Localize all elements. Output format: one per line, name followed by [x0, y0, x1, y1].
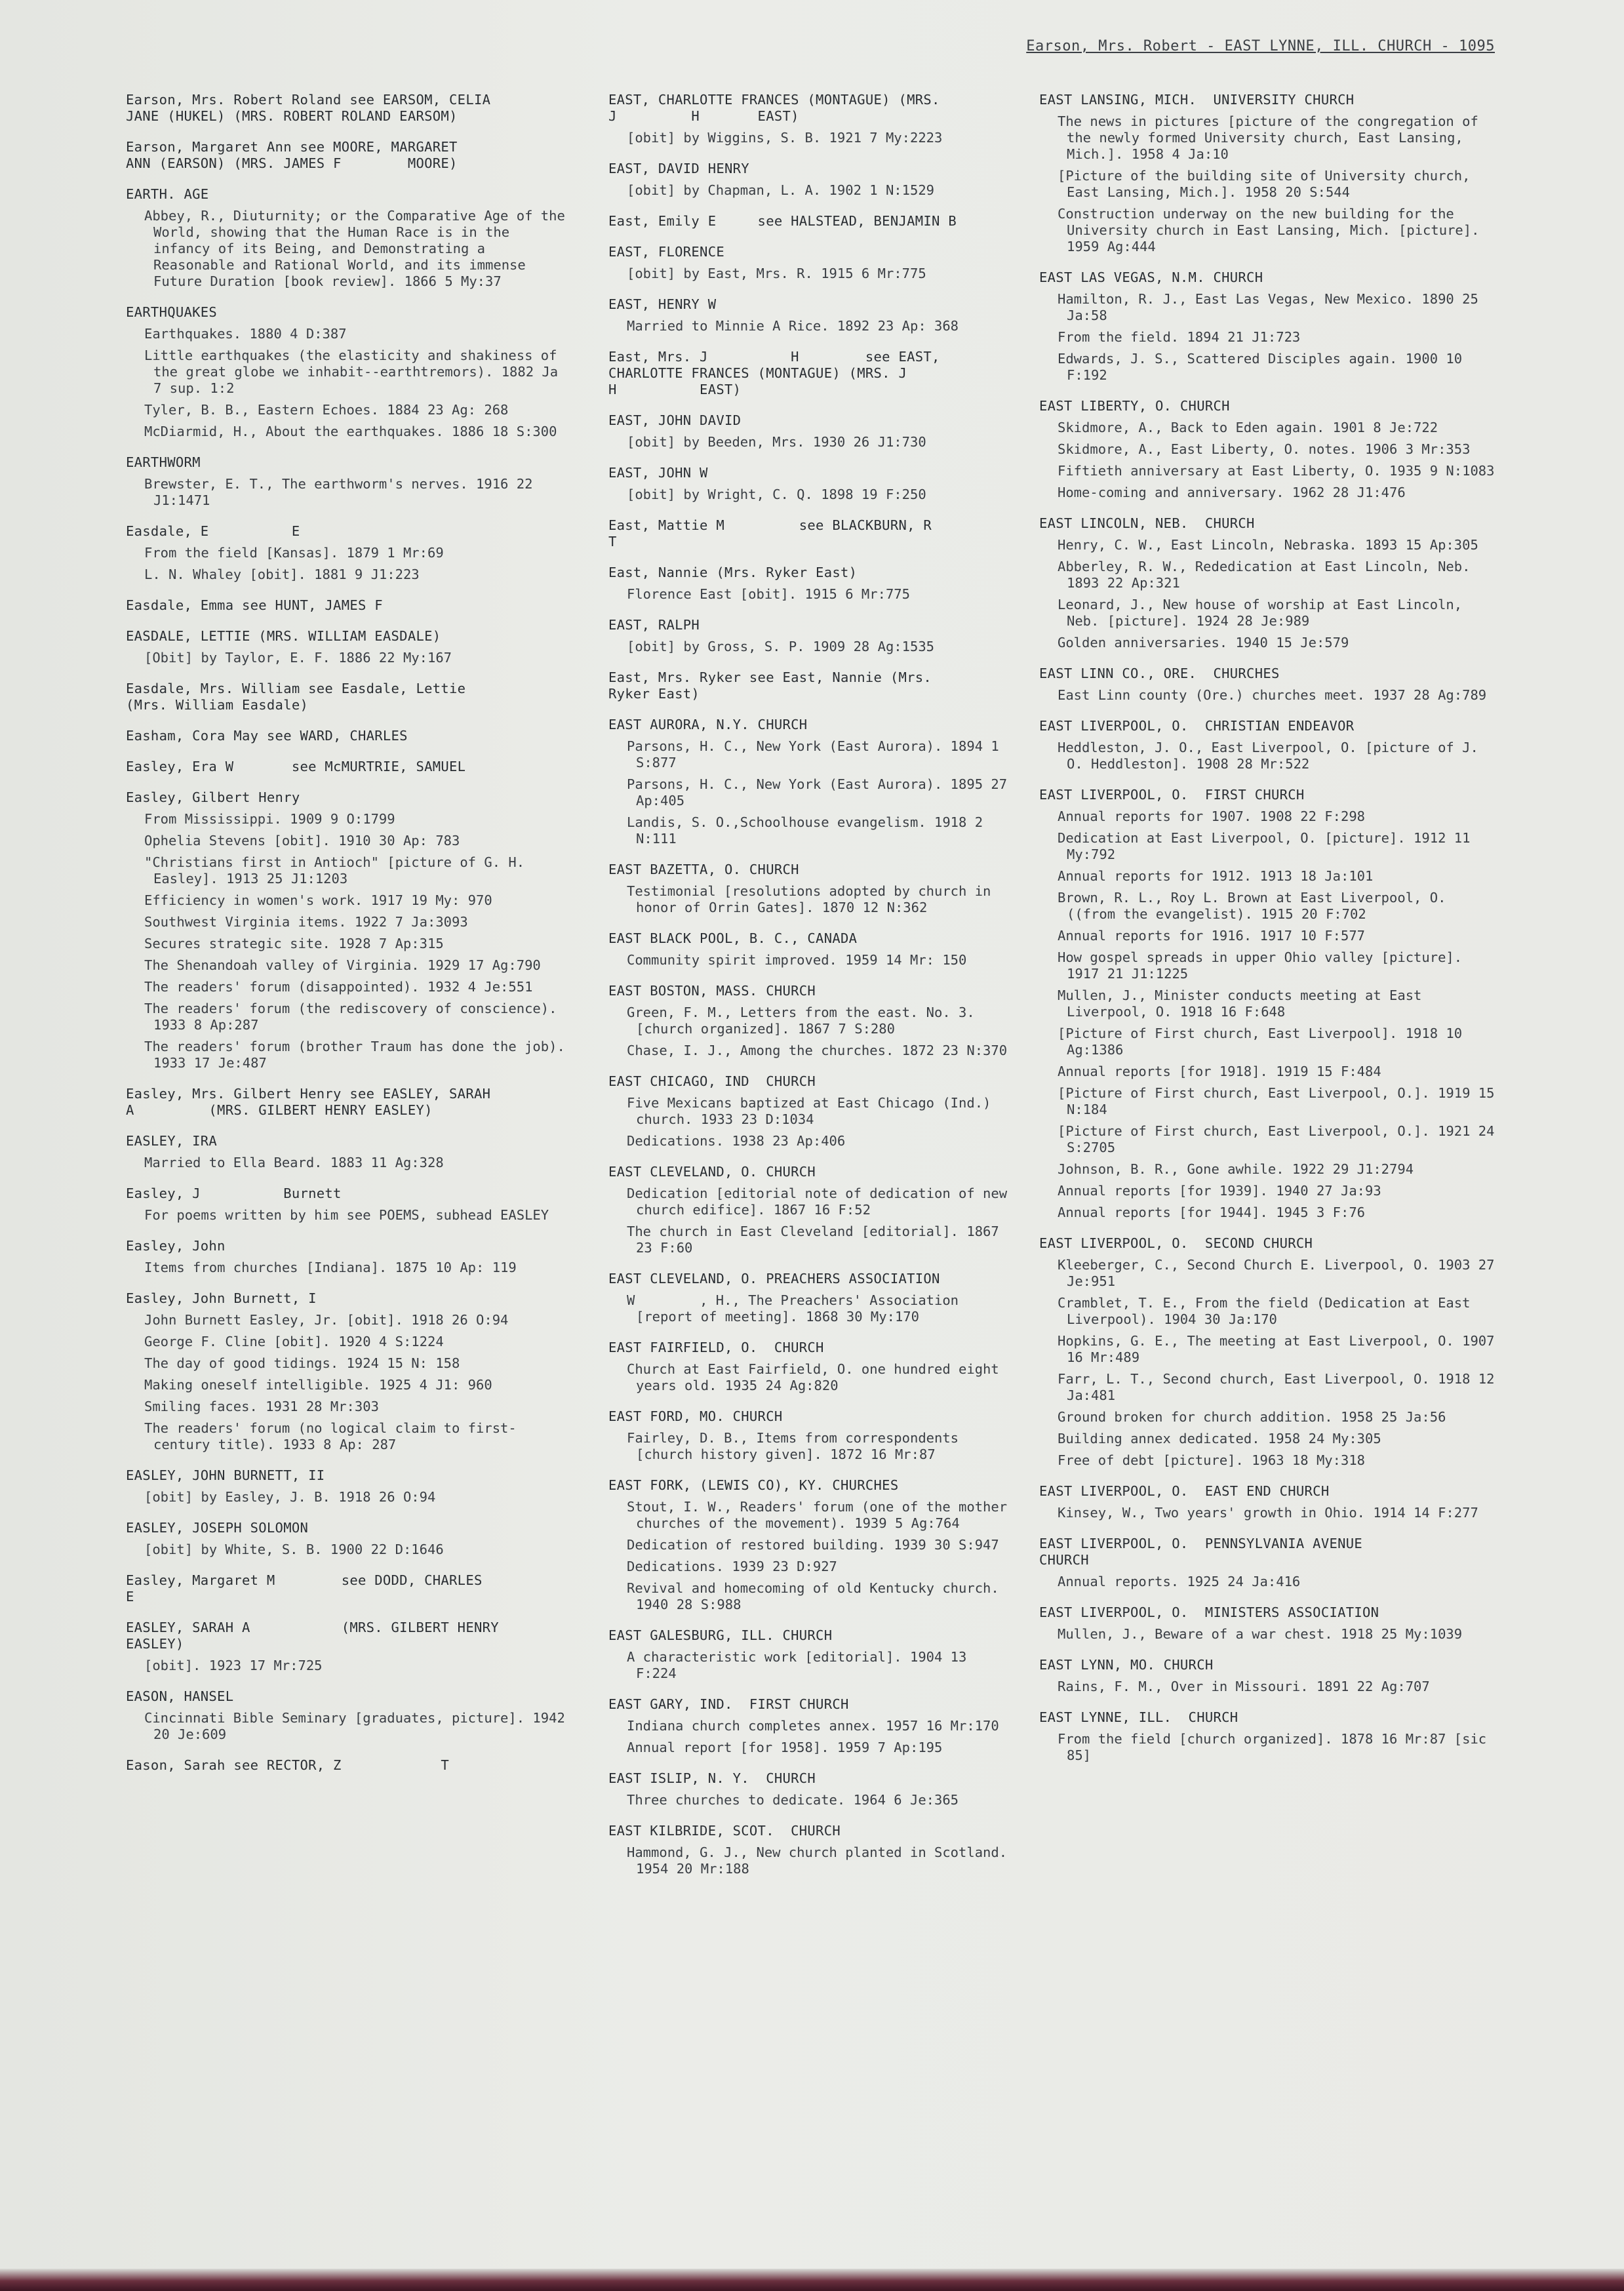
citation-item: Ophelia Stevens [obit]. 1910 30 Ap: 783 [144, 833, 460, 848]
citation-item: Community spirit improved. 1959 14 Mr: 150 [627, 952, 967, 968]
index-entry [608, 161, 1015, 199]
entry-heading: Easley, John [126, 1238, 226, 1254]
entry-heading: EAST LYNN, MO. CHURCH [1039, 1657, 1214, 1673]
entry-heading: EAST, DAVID HENRY [608, 161, 749, 176]
entry-heading: EARTH. AGE [126, 186, 209, 202]
entry-heading: Easdale, Mrs. William see Easdale, Lettie (Mrs. William Easdale) [126, 681, 466, 713]
citation-item: [obit] by Gross, S. P. 1909 28 Ag:1535 [627, 639, 934, 654]
entry-heading: Earson, Margaret Ann see MOORE, MARGARET ANN (EARSON) (MRS. JAMES F MOORE) [126, 139, 458, 171]
citation-item: Dedication [editorial note of dedication of new church edifice]. 1867 16 F:52 [627, 1185, 1016, 1218]
citation-item: Fiftieth anniversary at East Liberty, O. 1935 9 N:1083 [1058, 463, 1495, 479]
citation-item: The news in pictures [picture of the congregation of the newly formed University church, East Lansing, Mich.]. 1958 4 Ja:10 [1058, 113, 1487, 162]
citation-item: Earthquakes. 1880 4 D:387 [144, 326, 347, 342]
entry-heading: Easley, Margaret M see DODD, CHARLES E [126, 1572, 483, 1604]
index-entry [608, 1477, 1015, 1613]
citation-item: John Burnett Easley, Jr. [obit]. 1918 26 O:94 [144, 1312, 509, 1328]
index-column-3 [1039, 92, 1501, 1778]
citation-item: Stout, I. W., Readers' forum (one of the mother churches of the movement). 1939 5 Ag:764 [627, 1499, 1016, 1531]
index-entry [608, 1073, 1015, 1149]
citation-item: From the field [Kansas]. 1879 1 Mr:69 [144, 545, 444, 561]
index-entry [608, 244, 1015, 282]
index-entry [126, 1467, 572, 1505]
entry-heading: EAST CHICAGO, IND CHURCH [608, 1073, 816, 1089]
citation-item: Annual report [for 1958]. 1959 7 Ap:195 [627, 1740, 943, 1755]
citation-item: Smiling faces. 1931 28 Mr:303 [144, 1399, 379, 1414]
citation-item: The readers' forum (disappointed). 1932 4 Je:551 [144, 979, 533, 995]
citation-item: Annual reports for 1907. 1908 22 F:298 [1058, 808, 1365, 824]
entry-heading: Easley, Mrs. Gilbert Henry see EASLEY, SARAH A (MRS. GILBERT HENRY EASLEY) [126, 1086, 491, 1118]
entry-heading: EAST, CHARLOTTE FRANCES (MONTAGUE) (MRS. J H EAST) [608, 92, 940, 124]
index-entry [126, 523, 572, 583]
citation-item: Edwards, J. S., Scattered Disciples again. 1900 10 F:192 [1058, 351, 1471, 383]
index-entry [126, 1086, 572, 1119]
entry-heading: EAST BOSTON, MASS. CHURCH [608, 983, 816, 999]
citation-item: Fairley, D. B., Items from correspondents [church history given]. 1872 16 Mr:87 [627, 1430, 967, 1462]
entry-heading: EASLEY, SARAH A (MRS. GILBERT HENRY EASLEY) [126, 1620, 499, 1652]
entry-heading: EAST LIVERPOOL, O. CHRISTIAN ENDEAVOR [1039, 718, 1355, 734]
index-entry [126, 789, 572, 1071]
citation-item: Dedication at East Liverpool, O. [picture]. 1912 11 My:792 [1058, 830, 1478, 862]
entry-heading: East, Nannie (Mrs. Ryker East) [608, 565, 858, 580]
index-entry [1039, 92, 1501, 255]
citation-item: W , H., The Preachers' Association [report of meeting]. 1868 30 My:170 [627, 1292, 967, 1325]
citation-item: [obit] by Wright, C. Q. 1898 19 F:250 [627, 487, 926, 502]
entry-heading: EASLEY, JOHN BURNETT, II [126, 1467, 325, 1483]
index-entry [1039, 787, 1501, 1221]
index-entry [126, 1290, 572, 1453]
entry-heading: Easley, John Burnett, I [126, 1290, 317, 1306]
index-entry [608, 983, 1015, 1059]
index-entry [126, 1520, 572, 1558]
entry-heading: East, Emily E see HALSTEAD, BENJAMIN B [608, 213, 957, 229]
index-entry [126, 186, 572, 290]
citation-item: [Picture of First church, East Liverpool, O.]. 1919 15 N:184 [1058, 1085, 1503, 1117]
index-entry [608, 1696, 1015, 1756]
index-entry [608, 1164, 1015, 1256]
index-entry [126, 1133, 572, 1171]
index-entry [608, 862, 1015, 916]
citation-item: Dedication of restored building. 1939 30 S:947 [627, 1537, 999, 1553]
citation-item: Florence East [obit]. 1915 6 Mr:775 [627, 586, 910, 602]
citation-item: Dedications. 1939 23 D:927 [627, 1559, 837, 1574]
citation-item: Three churches to dedicate. 1964 6 Je:365 [627, 1792, 959, 1808]
entry-heading: EAST LANSING, MICH. UNIVERSITY CHURCH [1039, 92, 1355, 108]
entry-heading: EAST KILBRIDE, SCOT. CHURCH [608, 1823, 841, 1839]
citation-item: Testimonial [resolutions adopted by church in honor of Orrin Gates]. 1870 12 N:362 [627, 883, 999, 915]
index-entry [126, 1757, 572, 1774]
entry-heading: EAST GARY, IND. FIRST CHURCH [608, 1696, 849, 1712]
entry-heading: Easley, Gilbert Henry [126, 789, 300, 805]
index-entry [608, 617, 1015, 655]
citation-item: George F. Cline [obit]. 1920 4 S:1224 [144, 1334, 444, 1349]
citation-item: Cincinnati Bible Seminary [graduates, picture]. 1942 20 Je:609 [144, 1710, 574, 1742]
index-entry [608, 213, 1015, 229]
index-entry [608, 296, 1015, 334]
entry-heading: EARTHQUAKES [126, 304, 218, 320]
citation-item: Parsons, H. C., New York (East Aurora). 1895 27 Ap:405 [627, 776, 1016, 808]
citation-item: Brewster, E. T., The earthworm's nerves. 1916 22 J1:1471 [144, 476, 541, 508]
entry-heading: EAST ISLIP, N. Y. CHURCH [608, 1770, 816, 1786]
citation-item: [obit] by Wiggins, S. B. 1921 7 My:2223 [627, 130, 943, 146]
entry-heading: EAST, RALPH [608, 617, 700, 633]
entry-heading: EAST LINN CO., ORE. CHURCHES [1039, 666, 1280, 681]
citation-item: McDiarmid, H., About the earthquakes. 1886 18 S:300 [144, 424, 557, 439]
entry-heading: East, Mattie M see BLACKBURN, R T [608, 517, 932, 549]
index-entry [1039, 515, 1501, 651]
citation-item: Ground broken for church addition. 1958 25 Ja:56 [1058, 1409, 1446, 1425]
citation-item: Landis, S. O.,Schoolhouse evangelism. 1918 2 N:111 [627, 814, 991, 847]
entry-heading: Easdale, Emma see HUNT, JAMES F [126, 597, 383, 613]
index-entry [126, 1688, 572, 1743]
index-entry [126, 759, 572, 775]
citation-item: From the field [church organized]. 1878 16 Mr:87 [sic 85] [1058, 1731, 1495, 1763]
index-entry [126, 304, 572, 440]
citation-item: From Mississippi. 1909 9 O:1799 [144, 811, 395, 827]
citation-item: The church in East Cleveland [editorial]. 1867 23 F:60 [627, 1224, 1008, 1256]
citation-item: Golden anniversaries. 1940 15 Je:579 [1058, 635, 1349, 650]
index-entry [1039, 1483, 1501, 1521]
citation-item: [obit]. 1923 17 Mr:725 [144, 1658, 323, 1673]
entry-heading: EAST FAIRFIELD, O. CHURCH [608, 1340, 824, 1355]
entry-heading: EAST LIBERTY, O. CHURCH [1039, 398, 1230, 414]
index-entry [1039, 718, 1501, 772]
citation-item: A characteristic work [editorial]. 1904 13 F:224 [627, 1649, 975, 1681]
index-entry [1039, 1657, 1501, 1695]
citation-item: The day of good tidings. 1924 15 N: 158 [144, 1355, 460, 1371]
index-entry [1039, 1709, 1501, 1764]
citation-item: Dedications. 1938 23 Ap:406 [627, 1133, 846, 1149]
citation-item: Annual reports [for 1918]. 1919 15 F:484 [1058, 1064, 1381, 1079]
index-entry [1039, 1536, 1501, 1590]
citation-item: For poems written by him see POEMS, subhead EASLEY [144, 1207, 549, 1223]
page-bottom-edge [0, 2269, 1624, 2291]
citation-item: Annual reports for 1916. 1917 10 F:577 [1058, 928, 1365, 944]
entry-heading: EAST LIVERPOOL, O. SECOND CHURCH [1039, 1235, 1313, 1251]
index-entry [1039, 398, 1501, 501]
citation-item: [obit] by White, S. B. 1900 22 D:1646 [144, 1542, 444, 1557]
entry-heading: EAST LINCOLN, NEB. CHURCH [1039, 515, 1255, 531]
citation-item: Annual reports. 1925 24 Ja:416 [1058, 1574, 1301, 1589]
citation-item: Abbey, R., Diuturnity; or the Comparative Age of the World, showing that the Human Race is in the infancy of its Being, and Demonstrating a Reasonable and Rational World, and its immense Future Duration [book review]. 1866 5 My:37 [144, 208, 574, 289]
entry-heading: EARTHWORM [126, 454, 201, 470]
index-entry [126, 1620, 572, 1674]
entry-heading: EAST GALESBURG, ILL. CHURCH [608, 1627, 833, 1643]
index-column-1 [126, 92, 572, 1788]
citation-item: The Shenandoah valley of Virginia. 1929 17 Ag:790 [144, 957, 541, 973]
index-entry [608, 1770, 1015, 1808]
citation-item: Annual reports [for 1944]. 1945 3 F:76 [1058, 1205, 1365, 1220]
entry-heading: East, Mrs. Ryker see East, Nannie (Mrs. Ryker East) [608, 669, 932, 702]
entry-heading: EASON, HANSEL [126, 1688, 234, 1704]
index-entry [608, 717, 1015, 847]
index-entry [608, 517, 1015, 550]
citation-item: [Obit] by Taylor, E. F. 1886 22 My:167 [144, 650, 452, 666]
entry-heading: EAST LIVERPOOL, O. FIRST CHURCH [1039, 787, 1305, 803]
entry-heading: Easdale, E E [126, 523, 300, 539]
entry-heading: EASLEY, IRA [126, 1133, 218, 1149]
index-column-2 [608, 92, 1015, 1892]
entry-heading: EAST FORD, MO. CHURCH [608, 1408, 783, 1424]
citation-item: "Christians first in Antioch" [picture of G. H. Easley]. 1913 25 J1:1203 [144, 854, 533, 887]
citation-item: Revival and homecoming of old Kentucky church. 1940 28 S:988 [627, 1580, 1008, 1612]
citation-item: Hopkins, G. E., The meeting at East Liverpool, O. 1907 16 Mr:489 [1058, 1333, 1503, 1365]
citation-item: [Picture of the building site of University church, East Lansing, Mich.]. 1958 20 S:544 [1058, 168, 1478, 200]
citation-item: [obit] by Easley, J. B. 1918 26 O:94 [144, 1489, 436, 1505]
citation-item: Construction underway on the new building for the University church in East Lansing, Mich. [picture]. 1959 Ag:444 [1058, 206, 1488, 254]
entry-heading: EASDALE, LETTIE (MRS. WILLIAM EASDALE) [126, 628, 441, 644]
entry-heading: EAST, JOHN DAVID [608, 412, 742, 428]
citation-item: [Picture of First church, East Liverpool, O.]. 1921 24 S:2705 [1058, 1123, 1503, 1155]
citation-item: Chase, I. J., Among the churches. 1872 23 N:370 [627, 1043, 1008, 1058]
citation-item: The readers' forum (no logical claim to first-century title). 1933 8 Ap: 287 [144, 1420, 517, 1452]
index-entry [126, 1238, 572, 1276]
index-entry [608, 1823, 1015, 1877]
citation-item: L. N. Whaley [obit]. 1881 9 J1:223 [144, 567, 420, 582]
index-entry [608, 1408, 1015, 1463]
entry-heading: Easley, Era W see McMURTRIE, SAMUEL [126, 759, 466, 774]
entry-heading: Easley, J Burnett [126, 1185, 342, 1201]
citation-item: Skidmore, A., Back to Eden again. 1901 8 Je:722 [1058, 420, 1438, 435]
citation-item: [obit] by Beeden, Mrs. 1930 26 J1:730 [627, 434, 926, 450]
citation-item: East Linn county (Ore.) churches meet. 1937 28 Ag:789 [1058, 687, 1487, 703]
index-entry [126, 728, 572, 744]
citation-item: Abberley, R. W., Rededication at East Lincoln, Neb. 1893 22 Ap:321 [1058, 559, 1478, 591]
citation-item: Five Mexicans baptized at East Chicago (Ind.) church. 1933 23 D:1034 [627, 1095, 999, 1127]
entry-heading: EASLEY, JOSEPH SOLOMON [126, 1520, 309, 1536]
index-entry [126, 1572, 572, 1605]
citation-item: Annual reports for 1912. 1913 18 Ja:101 [1058, 868, 1374, 884]
index-entry [608, 1271, 1015, 1325]
index-entry [608, 565, 1015, 603]
citation-item: Rains, F. M., Over in Missouri. 1891 22 Ag:707 [1058, 1679, 1430, 1694]
index-entry [608, 669, 1015, 702]
index-entry [126, 92, 572, 125]
citation-item: Henry, C. W., East Lincoln, Nebraska. 1893 15 Ap:305 [1058, 537, 1478, 553]
citation-item: Efficiency in women's work. 1917 19 My: 970 [144, 892, 492, 908]
citation-item: Married to Ella Beard. 1883 11 Ag:328 [144, 1155, 444, 1170]
citation-item: Items from churches [Indiana]. 1875 10 Ap: 119 [144, 1260, 517, 1275]
citation-item: Parsons, H. C., New York (East Aurora). 1894 1 S:877 [627, 738, 1008, 770]
citation-item: Green, F. M., Letters from the east. No. 3. [church organized]. 1867 7 S:280 [627, 1005, 983, 1037]
index-entry [608, 349, 1015, 398]
entry-heading: Easham, Cora May see WARD, CHARLES [126, 728, 408, 744]
citation-item: Hamilton, R. J., East Las Vegas, New Mexico. 1890 25 Ja:58 [1058, 291, 1487, 323]
citation-item: [Picture of First church, East Liverpool]. 1918 10 Ag:1386 [1058, 1026, 1471, 1058]
citation-item: Hammond, G. J., New church planted in Scotland. 1954 20 Mr:188 [627, 1844, 1016, 1877]
citation-item: Free of debt [picture]. 1963 18 My:318 [1058, 1452, 1365, 1468]
entry-heading: EAST LYNNE, ILL. CHURCH [1039, 1709, 1238, 1725]
index-entry [126, 454, 572, 509]
citation-item: Mullen, J., Minister conducts meeting at East Liverpool, O. 1918 16 F:648 [1058, 987, 1430, 1020]
index-entry [1039, 666, 1501, 704]
citation-item: Johnson, B. R., Gone awhile. 1922 29 J1:2794 [1058, 1161, 1414, 1177]
index-entry [608, 412, 1015, 450]
index-entry [1039, 1604, 1501, 1643]
index-entry [1039, 269, 1501, 384]
entry-heading: EAST CLEVELAND, O. PREACHERS ASSOCIATION [608, 1271, 940, 1286]
index-entry [608, 1627, 1015, 1682]
citation-item: Skidmore, A., East Liberty, O. notes. 1906 3 Mr:353 [1058, 441, 1471, 457]
entry-heading: EAST LIVERPOOL, O. PENNSYLVANIA AVENUE CHURCH [1039, 1536, 1363, 1568]
citation-item: Farr, L. T., Second church, East Liverpool, O. 1918 12 Ja:481 [1058, 1371, 1503, 1403]
entry-heading: EAST BLACK POOL, B. C., CANADA [608, 930, 858, 946]
citation-item: Brown, R. L., Roy L. Brown at East Liverpool, O. ((from the evangelist). 1915 20 F:702 [1058, 890, 1454, 922]
index-entry [1039, 1235, 1501, 1469]
index-entry [126, 628, 572, 666]
index-entry [126, 1185, 572, 1224]
entry-heading: EAST FORK, (LEWIS CO), KY. CHURCHES [608, 1477, 899, 1493]
entry-heading: Eason, Sarah see RECTOR, Z T [126, 1757, 450, 1773]
citation-item: Home-coming and anniversary. 1962 28 J1:476 [1058, 485, 1406, 500]
entry-heading: EAST CLEVELAND, O. CHURCH [608, 1164, 816, 1180]
index-entry [126, 139, 572, 172]
citation-item: Building annex dedicated. 1958 24 My:305 [1058, 1431, 1381, 1446]
citation-item: [obit] by East, Mrs. R. 1915 6 Mr:775 [627, 266, 926, 281]
citation-item: How gospel spreads in upper Ohio valley [picture]. 1917 21 J1:1225 [1058, 949, 1471, 982]
entry-heading: EAST LIVERPOOL, O. EAST END CHURCH [1039, 1483, 1330, 1499]
citation-item: Kleeberger, C., Second Church E. Liverpool, O. 1903 27 Je:951 [1058, 1257, 1503, 1289]
citation-item: Making oneself intelligible. 1925 4 J1: 960 [144, 1377, 492, 1393]
index-entry [126, 681, 572, 713]
citation-item: Secures strategic site. 1928 7 Ap:315 [144, 936, 444, 951]
citation-item: Cramblet, T. E., From the field (Dedication at East Liverpool). 1904 30 Ja:170 [1058, 1295, 1478, 1327]
citation-item: The readers' forum (brother Traum has done the job). 1933 17 Je:487 [144, 1039, 574, 1071]
citation-item: Married to Minnie A Rice. 1892 23 Ap: 368 [627, 318, 959, 334]
index-entry [608, 930, 1015, 968]
entry-heading: Earson, Mrs. Robert Roland see EARSOM, CELIA JANE (HUKEL) (MRS. ROBERT ROLAND EARSOM) [126, 92, 491, 124]
citation-item: Leonard, J., New house of worship at East Lincoln, Neb. [picture]. 1924 28 Je:989 [1058, 597, 1471, 629]
citation-item: Southwest Virginia items. 1922 7 Ja:3093 [144, 914, 468, 930]
entry-heading: EAST, FLORENCE [608, 244, 724, 260]
running-head: Earson, Mrs. Robert - EAST LYNNE, ILL. CHURCH - 1095 [1026, 38, 1495, 54]
index-entry [608, 465, 1015, 503]
index-entry [608, 1340, 1015, 1394]
entry-heading: EAST, HENRY W [608, 296, 717, 312]
citation-item: Annual reports [for 1939]. 1940 27 Ja:93 [1058, 1183, 1381, 1199]
entry-heading: EAST LIVERPOOL, O. MINISTERS ASSOCIATION [1039, 1604, 1379, 1620]
citation-item: Little earthquakes (the elasticity and shakiness of the great globe we inhabit--earthtremors). 1882 Ja 7 sup. 1:2 [144, 348, 566, 396]
citation-item: Indiana church completes annex. 1957 16 Mr:170 [627, 1718, 999, 1734]
entry-heading: EAST BAZETTA, O. CHURCH [608, 862, 799, 877]
entry-heading: EAST LAS VEGAS, N.M. CHURCH [1039, 269, 1263, 285]
citation-item: Kinsey, W., Two years' growth in Ohio. 1914 14 F:277 [1058, 1505, 1478, 1521]
citation-item: Heddleston, J. O., East Liverpool, O. [picture of J. O. Heddleston]. 1908 28 Mr:522 [1058, 740, 1487, 772]
citation-item: From the field. 1894 21 J1:723 [1058, 329, 1301, 345]
citation-item: Tyler, B. B., Eastern Echoes. 1884 23 Ag: 268 [144, 402, 509, 418]
entry-heading: EAST AURORA, N.Y. CHURCH [608, 717, 808, 732]
citation-item: [obit] by Chapman, L. A. 1902 1 N:1529 [627, 182, 934, 198]
index-entry [608, 92, 1015, 146]
citation-item: The readers' forum (the rediscovery of conscience). 1933 8 Ap:287 [144, 1001, 565, 1033]
citation-item: Mullen, J., Beware of a war chest. 1918 25 My:1039 [1058, 1626, 1463, 1642]
index-entry [126, 597, 572, 614]
entry-heading: East, Mrs. J H see EAST, CHARLOTTE FRANCES (MONTAGUE) (MRS. J H EAST) [608, 349, 940, 397]
citation-item: Church at East Fairfield, O. one hundred eight years old. 1935 24 Ag:820 [627, 1361, 1008, 1393]
entry-heading: EAST, JOHN W [608, 465, 708, 481]
